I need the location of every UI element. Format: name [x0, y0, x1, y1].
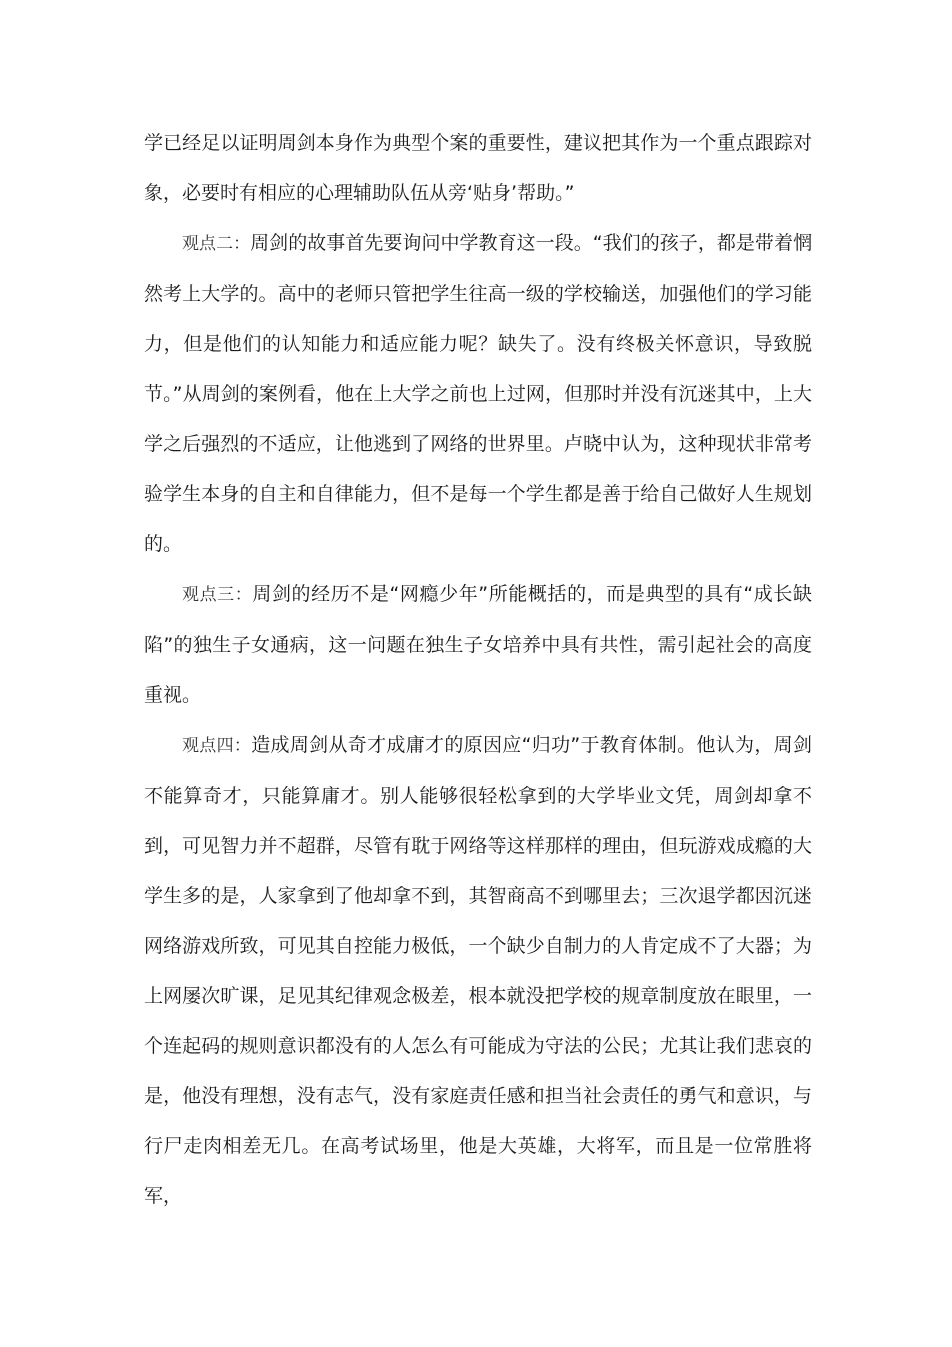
viewpoint-label: 观点四： — [182, 736, 252, 756]
viewpoint-label: 观点二： — [182, 234, 251, 254]
paragraph-viewpoint-2 — [144, 218, 812, 569]
viewpoint-label: 观点三： — [182, 585, 253, 605]
paragraph-text: 造成周剑从奇才成庸才的原因应“归功”于教育体制。他认为，周剑不能算奇才，只能算庸才。别人能够很轻松拿到的大学毕业文凭，周剑却拿不到，可见智力并不超群，尽管有耽于网络等这样那样的理由，但玩游戏成瘾的大学生多的是，人家拿到了他却拿不到，其智商高不到哪里去；三次退学都因沉迷网络游戏所致，可见其自控能力极低，一个缺少自制力的人肯定成不了大器；为上网屡次旷课，足见其纪律观念极差，根本就没把学校的规章制度放在眼里，一个连起码的规则意识都没有的人怎么有可能成为守法的公民；尤其让我们悲哀的是，他没有理想，没有志气，没有家庭责任感和担当社会责任的勇气和意识，与行尸走肉相差无几。在高考试场里，他是大英雄，大将军，而且是一位常胜将军， — [144, 734, 812, 1207]
paragraph-text: 学已经足以证明周剑本身作为典型个案的重要性，建议把其作为一个重点跟踪对象，必要时有相应的心理辅助队伍从旁‘贴身’帮助。” — [144, 132, 812, 204]
paragraph-viewpoint-4 — [144, 720, 812, 1221]
paragraph-continuation — [144, 118, 812, 218]
paragraph-viewpoint-3 — [144, 569, 812, 720]
document-page — [144, 118, 812, 1221]
paragraph-text: 周剑的经历不是“网瘾少年”所能概括的，而是典型的具有“成长缺陷”的独生子女通病，这一问题在独生子女培养中具有共性，需引起社会的高度重视。 — [144, 583, 812, 706]
paragraph-text: 周剑的故事首先要询问中学教育这一段。“我们的孩子，都是带着惘然考上大学的。高中的老师只管把学生往高一级的学校输送，加强他们的学习能力，但是他们的认知能力和适应能力呢？缺失了。没有终极关怀意识，导致脱节。”从周剑的案例看，他在上大学之前也上过网，但那时并没有沉迷其中，上大学之后强烈的不适应，让他逃到了网络的世界里。卢晓中认为，这种现状非常考验学生本身的自主和自律能力，但不是每一个学生都是善于给自己做好人生规划的。 — [144, 232, 812, 555]
